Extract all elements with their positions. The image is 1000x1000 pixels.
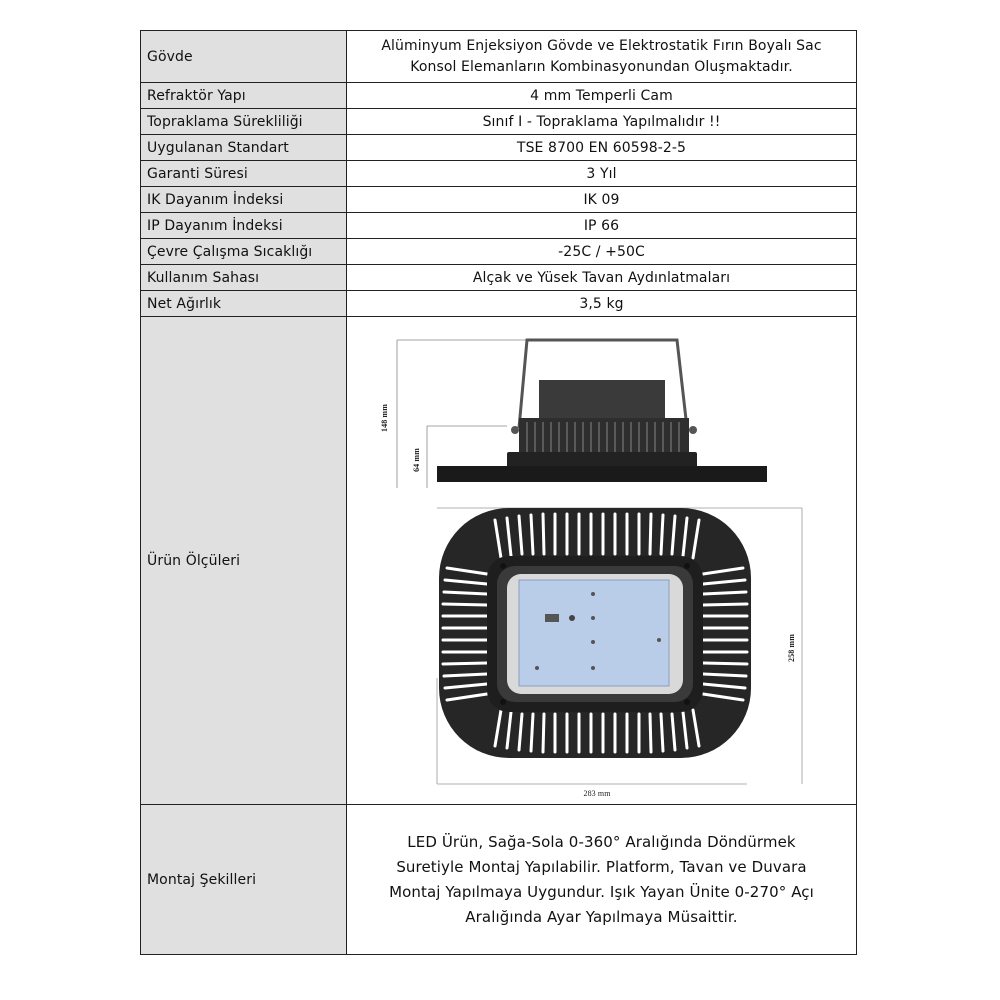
dimensions-drawing — [347, 318, 856, 804]
table-row — [141, 161, 857, 187]
spec-table — [140, 30, 857, 955]
mounting-line: LED Ürün, Sağa-Sola 0-360° Aralığında Döndürmek — [407, 832, 796, 851]
row-value: Sınıf I - Topraklama Yapılmalıdır !! — [347, 109, 857, 135]
fixture-drawing — [347, 318, 857, 804]
dim-258: 258 mm — [787, 633, 796, 662]
row-label: Garanti Süresi — [141, 161, 347, 187]
row-value: IP 66 — [347, 213, 857, 239]
table-row-mounting — [141, 805, 857, 955]
front-view — [437, 508, 802, 798]
row-label: Ürün Ölçüleri — [141, 317, 347, 805]
table-row — [141, 31, 857, 83]
table-row — [141, 291, 857, 317]
row-value: IK 09 — [347, 187, 857, 213]
spec-sheet — [140, 30, 857, 963]
mounting-text — [347, 805, 857, 955]
table-row — [141, 265, 857, 291]
table-row — [141, 109, 857, 135]
table-row — [141, 83, 857, 109]
dim-64: 64 mm — [412, 447, 421, 472]
mounting-line: Suretiyle Montaj Yapılabilir. Platform, Tavan ve Duvara — [396, 857, 807, 876]
row-value: 3 Yıl — [347, 161, 857, 187]
row-label: Refraktör Yapı — [141, 83, 347, 109]
row-label: Uygulanan Standart — [141, 135, 347, 161]
row-value: 4 mm Temperli Cam — [347, 83, 857, 109]
table-row — [141, 213, 857, 239]
row-value: TSE 8700 EN 60598-2-5 — [347, 135, 857, 161]
value-line: Alüminyum Enjeksiyon Gövde ve Elektrostatik Fırın Boyalı Sac — [381, 37, 822, 54]
row-value: 3,5 kg — [347, 291, 857, 317]
mounting-line: Aralığında Ayar Yapılmaya Müsaittir. — [465, 907, 738, 926]
dim-283: 283 mm — [583, 788, 611, 798]
table-row — [141, 239, 857, 265]
side-view — [380, 340, 767, 488]
row-label: Topraklama Sürekliliği — [141, 109, 347, 135]
table-row-dimensions — [141, 317, 857, 805]
table-row — [141, 135, 857, 161]
value-line: Konsol Elemanların Kombinasyonundan Oluşmaktadır. — [410, 58, 793, 75]
dimensions-drawing-cell — [347, 317, 857, 805]
dim-148: 148 mm — [380, 403, 389, 432]
row-value: -25C / +50C — [347, 239, 857, 265]
row-label: Montaj Şekilleri — [141, 805, 347, 955]
row-value — [347, 31, 857, 83]
row-label: Kullanım Sahası — [141, 265, 347, 291]
table-row — [141, 187, 857, 213]
row-label: Gövde — [141, 31, 347, 83]
row-label: IK Dayanım İndeksi — [141, 187, 347, 213]
row-label: Net Ağırlık — [141, 291, 347, 317]
row-label: Çevre Çalışma Sıcaklığı — [141, 239, 347, 265]
row-value: Alçak ve Yüsek Tavan Aydınlatmaları — [347, 265, 857, 291]
row-label: IP Dayanım İndeksi — [141, 213, 347, 239]
mounting-line: Montaj Yapılmaya Uygundur. Işık Yayan Ünite 0-270° Açı — [389, 882, 814, 901]
